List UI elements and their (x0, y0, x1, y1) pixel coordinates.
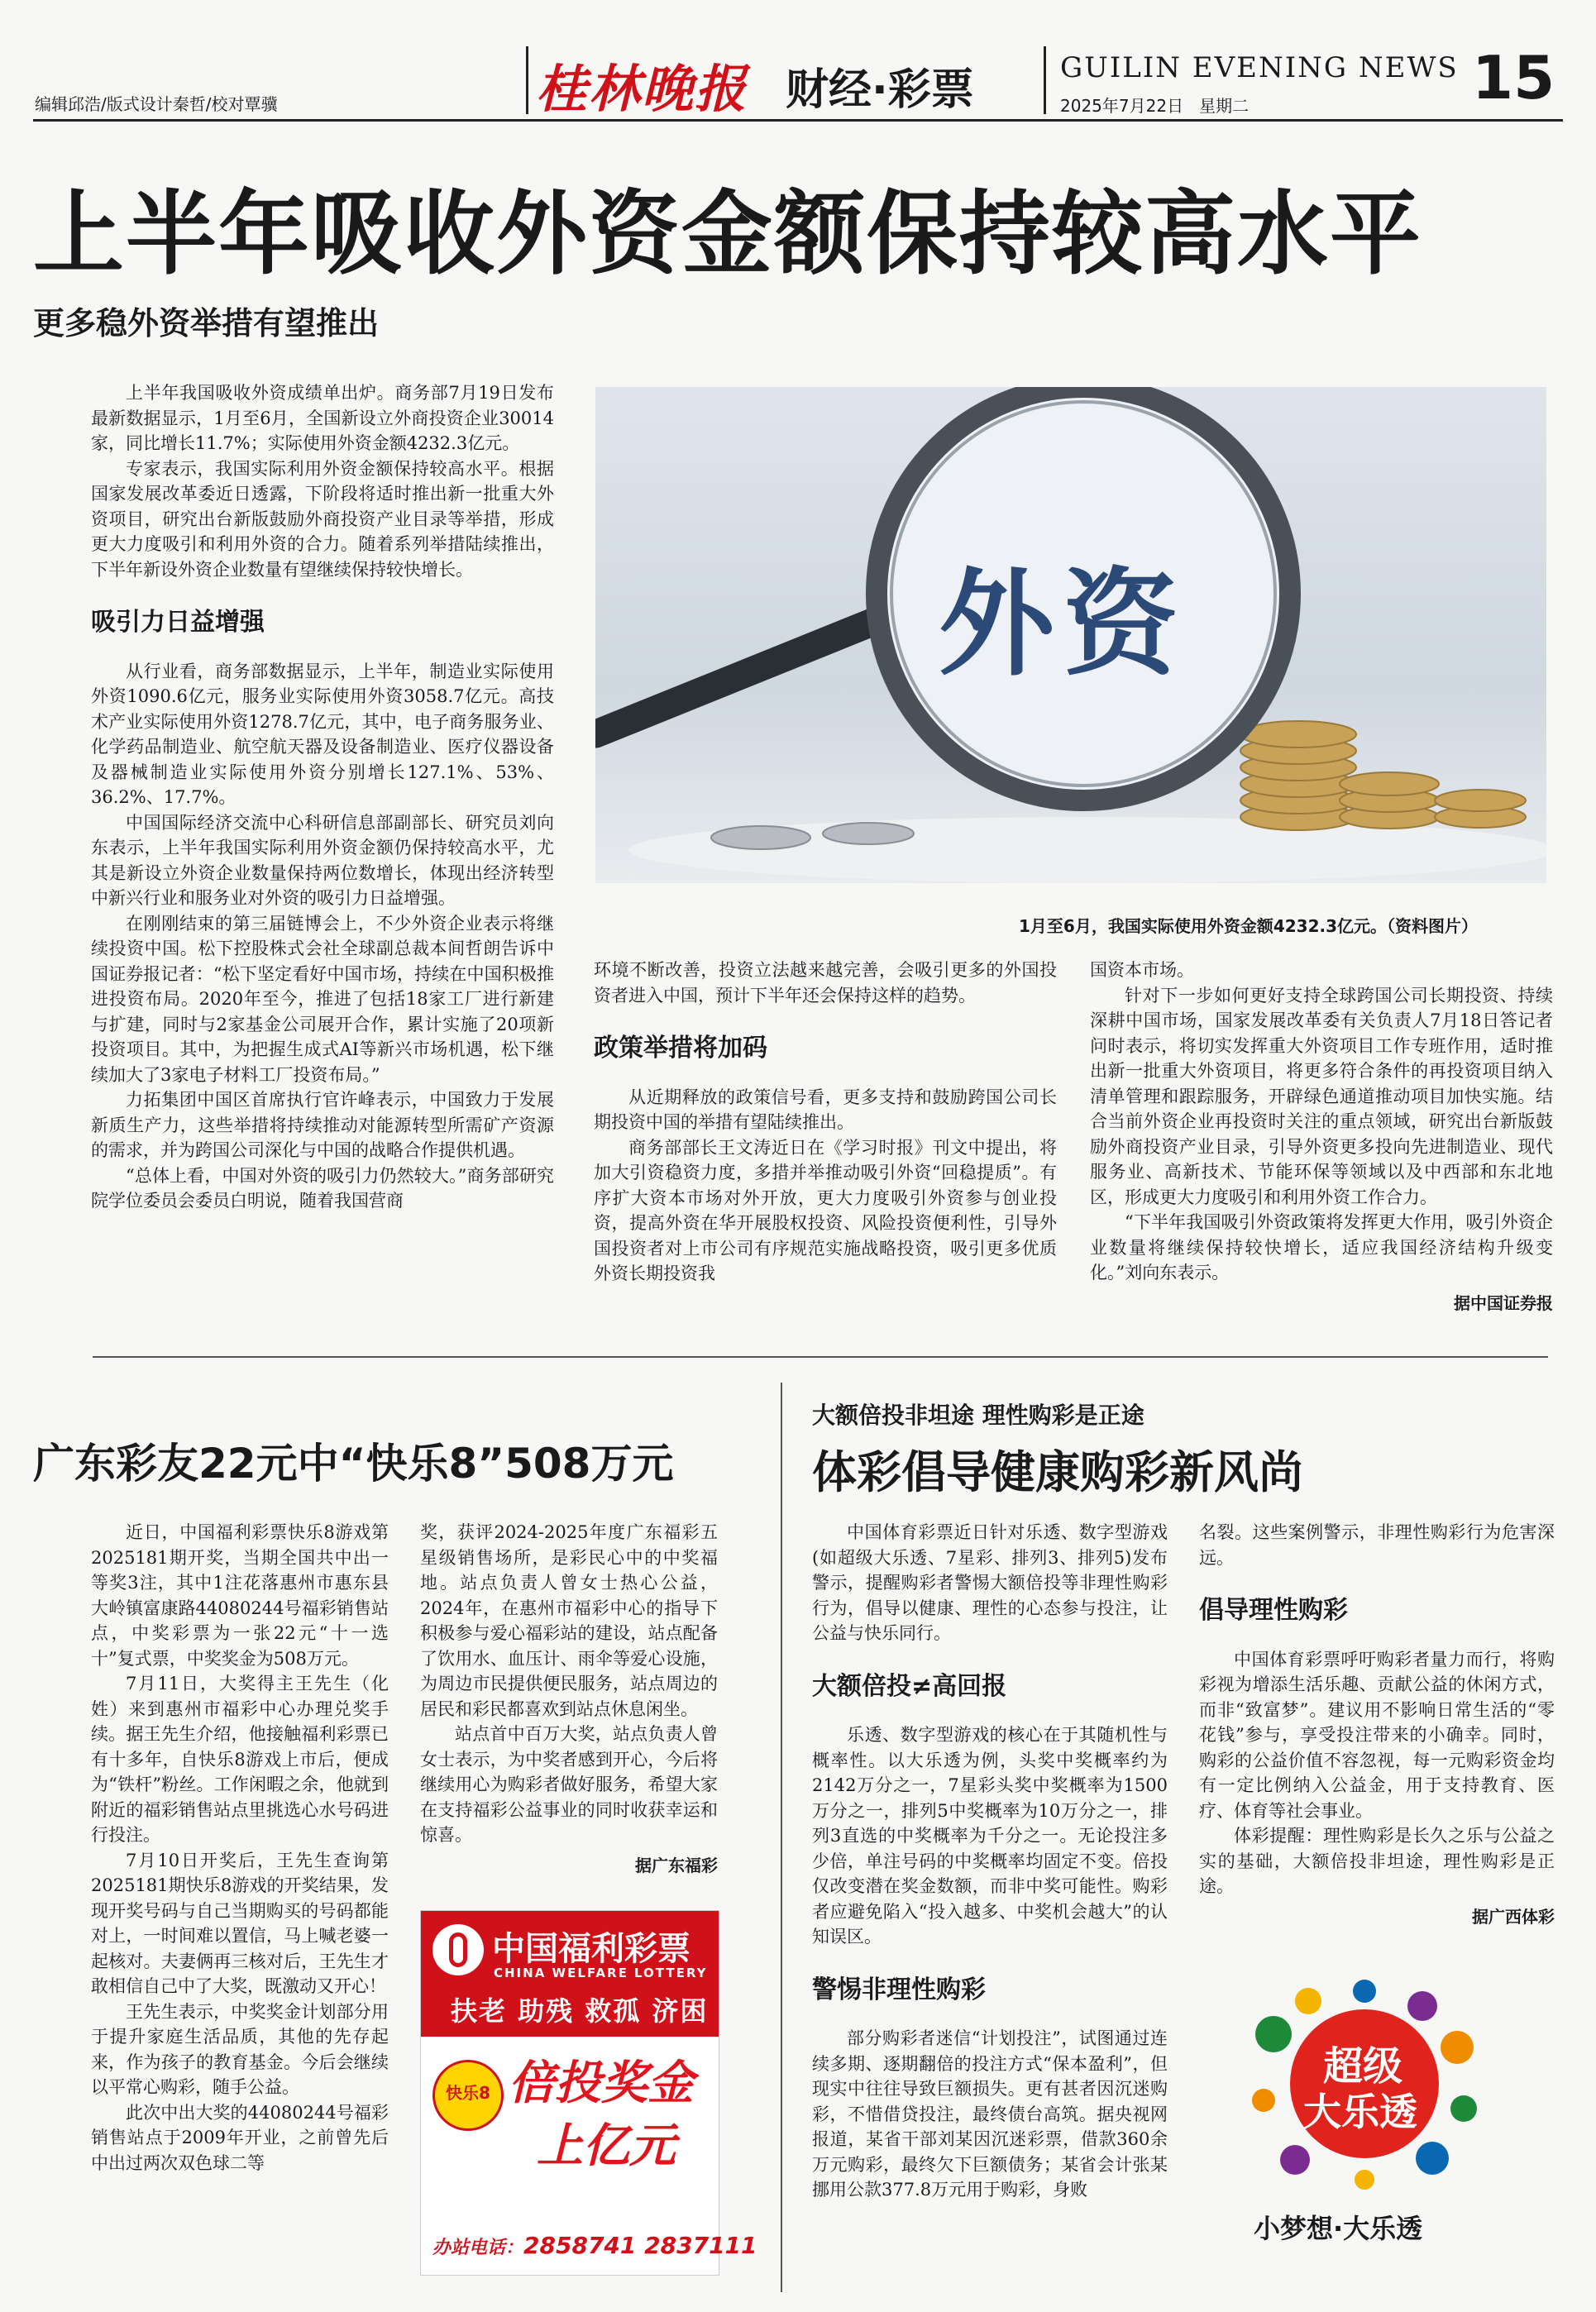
paragraph: 环境不断改善，投资立法越来越完善，会吸引更多的外国投资者进入中国，预计下半年还会保持这样的趋势。 (594, 960, 1057, 1006)
paragraph: 站点首中百万大奖，站点负责人曾女士表示，为中奖者感到开心，今后将继续用心为购彩者做好服务，希望大家在支持福彩公益事业的同时收获幸运和惊喜。 (420, 1724, 718, 1845)
paragraph: 体彩提醒：理性购彩是长久之乐与公益之实的基础，大额倍投非坦途，理性购彩是正途。 (1199, 1826, 1555, 1896)
article1-col1 (91, 380, 554, 1214)
paragraph: 部分购彩者迷信“计划投注”，试图通过连续多期、逐期翻倍的投注方式“保本盈利”，但现实中往往导致巨额损失。更有甚者因沉迷购彩，不惜借贷投注，最终债台高筑。据央视网报道，某省干部刘某因沉迷彩票，借款360余万元购彩，最终欠下巨额债务；某省会计张某挪用公款377.8万元用于购彩，身败 (812, 2028, 1168, 2200)
paragraph: “下半年我国吸引外资政策将发挥更大作用，吸引外资企业数量将继续保持较快增长，适应我国经济结构升级变化。”刘向东表示。 (1090, 1212, 1553, 1283)
paragraph: 7月10日开奖后，王先生查询第2025181期快乐8游戏的开奖结果，发现开奖号码与自己当期购买的号码都能对上，一时间难以置信，马上喊老婆一起核对。夫妻俩再三核对后，王先生才敢相信自己中了大奖，既激动又开心！ (91, 1850, 389, 1996)
ad-phone-line (432, 2232, 757, 2259)
super-lotto-tagline: 小梦想·大乐透 (1254, 2213, 1423, 2244)
paragraph: 王先生表示，中奖奖金计划部分用于提升家庭生活品质，其他的先存起来，作为孩子的教育基金。今后会继续以平常心购彩，随手公益。 (91, 2001, 389, 2097)
paper-name-logo: 桂林晚报 (536, 59, 748, 119)
section-name: 财经·彩票 (786, 65, 974, 115)
english-name: GUILIN EVENING NEWS (1060, 51, 1459, 84)
ad-logo-en: CHINA WELFARE LOTTERY (494, 1966, 708, 1980)
paragraph: 专家表示，我国实际利用外资金额保持较高水平。根据国家发展改革委近日透露，下阶段将适时推出新一批重大外资项目，研究出台新版鼓励外商投资产业目录等举措，形成更大力度吸引和利用外资的合力。随着系列举措陆续推出，下半年新设外资企业数量有望继续保持较快增长。 (91, 458, 554, 580)
paragraph: 7月11日，大奖得主王先生（化姓）来到惠州市福彩中心办理兑奖手续。据王先生介绍，他接触福利彩票已有十多年，自快乐8游戏上市后，便成为“铁杆”粉丝。工作闲暇之余，他就到附近的福彩销售站点里挑选心水号码进行投注。 (91, 1674, 389, 1845)
paragraph: 近日，中国福利彩票快乐8游戏第2025181期开奖，当期全国共中出一等奖3注，其中1注花落惠州市惠东县大岭镇富康路44080244号福彩销售站点，中奖彩票为一张22元“十一选十”复式票，中奖奖金为508万元。 (91, 1522, 389, 1669)
super-lotto-line1: 超级 (1323, 2043, 1403, 2090)
ad-promo-line2: 上亿元 (537, 2119, 676, 2173)
date-line (1060, 93, 1249, 117)
article3-col1 (812, 1520, 1168, 2203)
welfare-logo-icon (432, 1924, 484, 1975)
paragraph: 在刚刚结束的第三届链博会上，不少外资企业表示将继续投资中国。松下控股株式会社全球副总裁本间哲朗告诉中国证券报记者：“松下坚定看好中国市场，持续在中国积极推进投资布局。2020年至今，推进了包括18家工厂进行新建与扩建，同时与2家基金公司展开合作，累计实施了20项新投资项目。其中，为把握生成式AI等新兴市场机遇，松下继续加大了3家电子材料工厂投资布局。” (91, 913, 554, 1085)
article3-subhead-2: 警惕非理性购彩 (812, 1975, 986, 2004)
ad-logo-cn: 中国福利彩票 (492, 1930, 690, 1968)
article3-kicker: 大额倍投非坦途 理性购彩是正途 (812, 1402, 1144, 1429)
paragraph: 名裂。这些案例警示，非理性购彩行为危害深远。 (1199, 1522, 1555, 1568)
ad-promo-line1: 倍投奖金 (509, 2056, 694, 2110)
article2-col1 (91, 1520, 389, 2176)
article1-subhead-2: 政策举措将加码 (594, 1034, 767, 1063)
ad-kl8-badge (432, 2060, 504, 2131)
paragraph: 商务部部长王文涛近日在《学习时报》刊文中提出，将加大引资稳资力度，多措并举推动吸引外资“回稳提质”。有序扩大资本市场对外开放，更大力度吸引外资参与创业投资，提高外资在华开展股权投资、风险投资便利性，引导外国投资者对上市公司有序规范实施战略投资，吸引更多优质外资长期投资我 (594, 1137, 1057, 1283)
page-number: 15 (1472, 43, 1555, 112)
article3-source: 据广西体彩 (1472, 1906, 1555, 1927)
article3-subhead-3: 倡导理性购彩 (1199, 1596, 1348, 1625)
article2-source: 据广东福彩 (635, 1855, 718, 1875)
paragraph: 上半年我国吸收外资成绩单出炉。商务部7月19日发布最新数据显示，1月至6月，全国新设立外商投资企业30014家，同比增长11.7%；实际使用外资金额4232.3亿元。 (91, 383, 554, 453)
ad-phone-label: 办站电话： (432, 2238, 524, 2258)
paragraph: 奖，获评2024-2025年度广东福彩五星级销售场所，是彩民心中的中奖福地。站点负责人曾女士热心公益，2024年，在惠州市福彩中心的指导下积极参与爱心福彩站的建设，站点配备了饮用水、血压计、雨伞等爱心设施，为周边市民提供便民服务，站点周边的居民和彩民都喜欢到站点休息闲坐。 (420, 1522, 718, 1719)
paragraph: 中国国际经济交流中心科研信息部副部长、研究员刘向东表示，上半年我国实际利用外资金额仍保持较高水平，尤其是新设立外资企业数量保持两位数增长，体现出经济转型中新兴行业和服务业对外资的吸引力日益增强。 (91, 812, 554, 908)
article3-subhead-1: 大额倍投≠高回报 (812, 1671, 1007, 1701)
paragraph: 从行业看，商务部数据显示，上半年，制造业实际使用外资1090.6亿元，服务业实际使用外资3058.7亿元。高技术产业实际使用外资1278.7亿元，其中，电子商务服务业、化学药品制造业、航空航天器及设备制造业、医疗仪器设备及器械制造业实际使用外资分别增长127.1%、53%、36.2%、17.7%。 (91, 661, 554, 807)
article1-photo (595, 387, 1546, 883)
article1-col2 (594, 958, 1057, 1287)
article3-col2 (1199, 1520, 1555, 1929)
editors-line: 编辑邱浩/版式设计秦哲/校对覃骥 (35, 94, 278, 114)
section-divider (93, 1356, 1548, 1358)
paragraph: 国资本市场。 (1090, 960, 1194, 980)
article2-headline: 广东彩友22元中“快乐8”508万元 (33, 1440, 674, 1488)
paragraph: 从近期释放的政策信号看，更多支持和鼓励跨国公司长期投资中国的举措有望陆续推出。 (594, 1087, 1057, 1132)
welfare-lottery-ad (420, 1910, 757, 2276)
paragraph: 乐透、数字型游戏的核心在于其随机性与概率性。以大乐透为例，头奖中奖概率约为2142万分之一，7星彩头奖中奖概率为1500万分之一，排列5中奖概率为10万分之一，排列3直选的中奖概率为千分之一。无论投注多少倍，单注号码的中奖概率均固定不变。倍投仅改变潜在奖金数额，而非中奖可能性。购彩者应避免陷入“投入越多、中奖机会越大”的认知误区。 (812, 1725, 1168, 1947)
article1-source: 据中国证券报 (1454, 1292, 1553, 1313)
paragraph: “总体上看，中国对外资的吸引力仍然较大。”商务部研究院学位委员会委员白明说，随着我国营商 (91, 1165, 554, 1211)
masthead (0, 0, 1596, 124)
paragraph: 中国体育彩票呼吁购彩者量力而行，将购彩视为增添生活乐趣、贡献公益的休闲方式，而非“致富梦”。建议用不影响日常生活的“零花钱”参与，享受投注带来的小确幸。同时，购彩的公益价值不容忽视，每一元购彩资金均有一定比例纳入公益金，用于支持教育、医疗、体育等社会事业。 (1199, 1649, 1555, 1821)
article1-subheadline: 更多稳外资举措有望推出 (33, 305, 380, 342)
article1-subhead-1: 吸引力日益增强 (91, 608, 265, 637)
paragraph: 力拓集团中国区首席执行官许峰表示，中国致力于发展新质生产力，这些举措将持续推动对能源转型所需矿产资源的需求，并为跨国公司深化与中国的战略合作提供机遇。 (91, 1090, 554, 1160)
article3-headline: 体彩倡导健康购彩新风尚 (812, 1446, 1303, 1498)
magnified-word: 外资 (939, 557, 1187, 692)
masthead-vertical-rule (526, 46, 528, 114)
paragraph: 针对下一步如何更好支持全球跨国公司长期投资、持续深耕中国市场，国家发展改革委有关负责人7月18日答记者问时表示，将切实发挥重大外资项目工作专班作用，适时推出新一批重大外资项目，将更多符合条件的再投资项目纳入清单管理和跟踪服务，开辟绿色通道推动项目加快实施。结合当前外资企业再投资时关注的重点领域，研究出台新版鼓励外商投资产业目录，引导外资更多投向先进制造业、现代服务业、高新技术、节能环保等领域以及中西部和东北地区，形成更大力度吸引和利用外资工作合力。 (1090, 985, 1553, 1207)
masthead-bottom-rule (33, 119, 1563, 122)
paragraph: 此次中出大奖的44080244号福彩销售站点于2009年开业，之前曾先后中出过两次双色球二等 (91, 2102, 389, 2173)
article1-photo-caption: 1月至6月，我国实际使用外资金额4232.3亿元。（资料图片） (1019, 916, 1479, 936)
article2-col2 (420, 1520, 718, 1878)
weekday: 星期二 (1199, 96, 1250, 116)
super-lotto-line2: 大乐透 (1303, 2090, 1417, 2134)
masthead-vertical-rule-2 (1044, 46, 1046, 114)
article1-headline: 上半年吸收外资金额保持较高水平 (33, 181, 1422, 287)
ad-slogan: 扶老 助残 救孤 济困 (451, 1995, 709, 2027)
ad-badge-text: 快乐8 (446, 2083, 490, 2103)
date: 2025年7月22日 (1060, 96, 1184, 116)
super-lotto-logo (1240, 1976, 1488, 2249)
paragraph: 中国体育彩票近日针对乐透、数字型游戏(如超级大乐透、7星彩、排列3、排列5)发布警示，提醒购彩者警惕大额倍投等非理性购彩行为，倡导以健康、理性的心态参与投注，让公益与快乐同行。 (812, 1522, 1168, 1643)
article1-col3 (1090, 958, 1553, 1316)
lower-column-divider (781, 1383, 782, 2292)
ad-phone-numbers: 2858741 2837111 (523, 2232, 757, 2259)
